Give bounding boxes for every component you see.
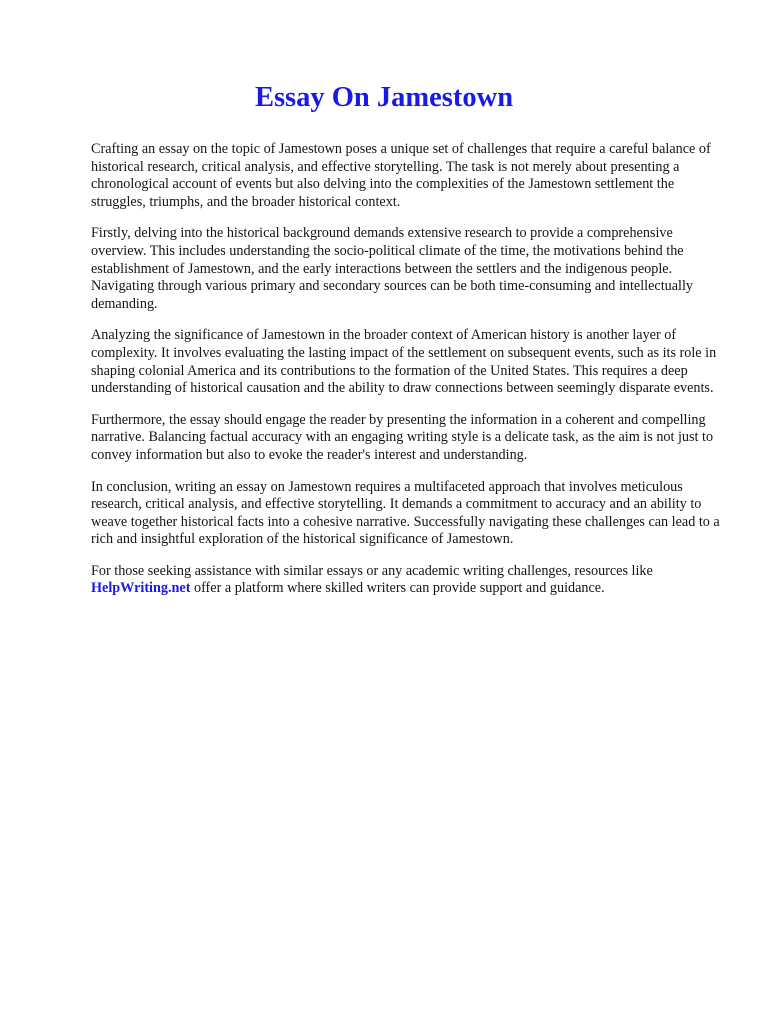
paragraph-conclusion: In conclusion, writing an essay on Jamestown requires a multifaceted approach that involves meticulous research, critical analysis, and effective storytelling. It demands a commitment to accuracy and an ability to weave together historical facts into a cohesive narrative. Successfully navigating these challenges can lead to a rich and insightful exploration of the historical significance of Jamestown. [91, 478, 720, 548]
resources-text-before: For those seeking assistance with similar essays or any academic writing challenges, resources like [91, 562, 653, 579]
paragraph-intro: Crafting an essay on the topic of Jamestown poses a unique set of challenges that require a careful balance of historical research, critical analysis, and effective storytelling. The task is not merely about presenting a chronological account of events but also delving into the complexities of the Jamestown settlement the struggles, triumphs, and the broader historical context. [91, 141, 711, 210]
paragraph-narrative: Furthermore, the essay should engage the reader by presenting the information in a coherent and compelling narrative. Balancing factual accuracy with an engaging writing style is a delicate task, as the aim is not just to convey information but also to evoke the reader's interest and understanding. [91, 411, 714, 463]
paragraph-significance: Analyzing the significance of Jamestown in the broader context of American history is another layer of complexity. It involves evaluating the lasting impact of the settlement on subsequent events, such as its role in shaping colonial America and its contributions to the formation of the United States. This requires a deep understanding of historical causation and the ability to draw connections between seemingly disparate events. [91, 327, 717, 397]
helpwriting-link[interactable]: HelpWriting.net [91, 580, 191, 597]
paragraph-background: Firstly, delving into the historical background demands extensive research to provide a comprehensive overview. This includes understanding the socio-political climate of the time, the motivations behind the establishment of Jamestown, and the early interactions between the settlers and the indigenous people. Navigating through various primary and secondary sources can be both time-consuming and intellectually demanding. [91, 225, 694, 312]
page-title: Essay On Jamestown [254, 82, 514, 113]
paragraph-resources [91, 563, 728, 598]
resources-text-after: offer a platform where skilled writers can provide support and guidance. [190, 580, 605, 597]
